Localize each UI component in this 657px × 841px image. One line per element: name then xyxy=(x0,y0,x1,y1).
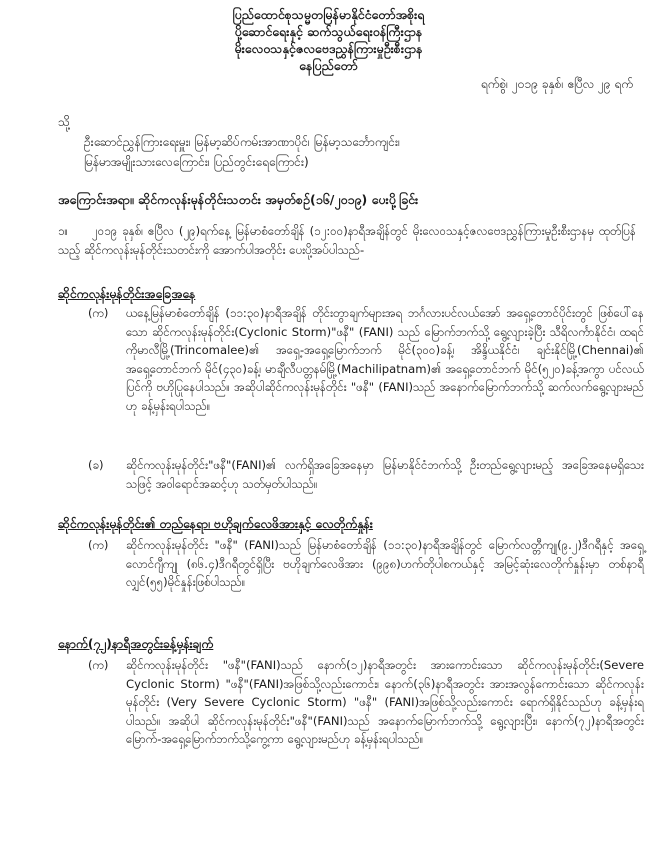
header-ministry: ပို့ဆောင်ရေးနှင့် ဆက်သွယ်ရေးဝန်ကြီးဌာန xyxy=(234,24,423,39)
header-department: မိုးလေဝသနှင့်ဇလဗေဒညွှန်ကြားမှုဦးစီးဌာန xyxy=(234,41,423,56)
header-government: ပြည်ထောင်စုသမ္မတမြန်မာနိုင်ငံတော်အစိုးရ xyxy=(232,7,425,22)
section-heading-72-hour-forecast: နောက်(၇၂)နာရီအတွင်းခန့်မှန်းချက် xyxy=(58,637,214,651)
item-marker: (က) xyxy=(88,658,109,672)
list-item xyxy=(88,304,644,415)
item-text: ဆိုင်ကလုန်းမုန်တိုင်း "ဖနီ"(FANI)သည် နောက်(၁၂)နာရီအတွင်း အားကောင်းသော ဆိုင်ကလုန်းမုန်တိုင်း(Severe Cyclonic Storm) "ဖနီ"(FANI)အဖြစ်သို့လည်းကောင်း၊ နောက်(၃၆)နာရီအတွင်း အားအလွန်ကောင်းသော ဆိုင်ကလုန်းမုန်တိုင်း (Very Severe Cyclonic Storm) "ဖနီ" (FANI)အဖြစ်သို့လည်းကောင်း ရောက်ရှိနိုင်သည်ဟု ခန့်မှန်းရပါသည်။ အဆိုပါ ဆိုင်ကလုန်းမုန်တိုင်း"ဖနီ"(FANI)သည် အနောက်မြောက်ဘက်သို့ ရွေ့လျားပြီး၊ နောက်(၇၂)နာရီအတွင်း မြောက်-အရှေ့မြောက်ဘက်သို့ကွေ့ကာ ရွေ့လျားမည်ဟု ခန့်မှန်းရပါသည်။ xyxy=(126,658,644,746)
recipient-list xyxy=(84,132,632,172)
section-heading-storm-status: ဆိုင်ကလုန်းမုန်တိုင်းအခြေအနေ xyxy=(58,287,196,301)
letterhead xyxy=(0,6,657,74)
recipient-line-1: ဦးဆောင်ညွှန်ကြားရေးမှူး၊ မြန်မာ့ဆိပ်ကမ်းအာဏာပိုင်၊ မြန်မာ့သင်္ဘောကျင်း၊ xyxy=(84,135,400,149)
paragraph-1 xyxy=(58,222,636,259)
item-text: ဆိုင်ကလုန်းမုန်တိုင်း"ဖနီ"(FANI)၏ လက်ရှိအခြေအနေမှာ မြန်မာနိုင်ငံဘက်သို့ ဦးတည်ရွေ့လျားမည့် အခြေအနေမရှိသေးသဖြင့် အဝါရောင်အဆင့်ဟု သတ်မှတ်ပါသည်။ xyxy=(126,458,644,491)
item-marker: (ခ) xyxy=(88,458,104,472)
list-item xyxy=(88,536,644,592)
item-text: ယနေ့မြန်မာစံတော်ချိန် (၁၁:၃၀)နာရီအချိန် တိုင်းတွာချက်များအရ ဘင်္ဂလားပင်လယ်အော် အရှေ့တောင်ပိုင်းတွင် ဖြစ်ပေါ်နေသော ဆိုင်ကလုန်းမုန်တိုင်း(Cyclonic Storm)"ဖနီ" (FANI) သည် မြောက်ဘက်သို့ ရွေ့လျားခဲ့ပြီး သီရိလင်္ကာနိုင်ငံ၊ ထရင်ကိုမာလီမြို့(Trincomalee)၏ အရှေ့-အရှေ့မြောက်ဘက် မိုင်(၃၀၀)ခန့်၊ အိန္ဒိယနိုင်ငံ၊ ချင်းနိုင်မြို့(Chennai)၏ အရှေ့တောင်ဘက် မိုင်(၄၃၀)ခန့်၊ မာချီလီပတ္တနမ်မြို့(Machilipatnam)၏ အရှေ့တောင်ဘက် မိုင်(၅၂၀)ခန့်အကွာ ပင်လယ်ပြင်ကို ဗဟိုပြုနေပါသည်။ အဆိုပါဆိုင်ကလုန်းမုန်တိုင်း "ဖနီ" (FANI)သည် အနောက်မြောက်ဘက်သို့ ဆက်လက်ရွေ့လျားမည်ဟု ခန့်မှန်းရပါသည်။ xyxy=(126,306,644,413)
list-item xyxy=(88,656,644,749)
item-text: ဆိုင်ကလုန်းမုန်တိုင်း "ဖနီ" (FANI)သည် မြန်မာစံတော်ချိန် (၁၁:၃၀)နာရီအချိန်တွင် မြောက်လတ္တီကျု(၉.၂)ဒီဂရီနှင့် အရှေ့လောင်ဂျီကျု (၈၆.၄)ဒီဂရီတွင်ရှိပြီး ဗဟိုချက်လေဖိအား (၉၉၈)ဟက်တိုပါစကယ်နှင့် အမြင့်ဆုံးလေတိုက်နှုန်းမှာ တစ်နာရီလျှင်(၅၅)မိုင်နှုန်းဖြစ်ပါသည်။ xyxy=(126,538,644,589)
paragraph-1-text: ၂၀၁၉ ခုနှစ်၊ ဧပြီလ (၂၉)ရက်နေ့ မြန်မာစံတော်ချိန် (၁၂:၀၀)နာရီအချိန်တွင် မိုးလေဝသနှင့်ဇလဗေဒညွှန်ကြားမှုဦးစီးဌာနမှ ထုတ်ပြန်သည့် ဆိုင်ကလုန်းမုန်တိုင်းသတင်းကို အောက်ပါအတိုင်း ပေးပို့အပ်ပါသည်- xyxy=(58,224,636,257)
paragraph-number: ၁။ xyxy=(58,224,69,238)
header-city: နေပြည်တော် xyxy=(299,58,358,73)
addressee-label: သို့ xyxy=(58,114,71,129)
list-item xyxy=(88,456,644,493)
section-heading-location-pressure-wind: ဆိုင်ကလုန်းမုန်တိုင်း၏ တည်နေရာ၊ ဗဟိုချက်လေဖိအားနှင့် လေတိုက်နှုန်း xyxy=(58,517,373,531)
subject-line: အကြောင်းအရာ။ ဆိုင်ကလုန်းမုန်တိုင်းသတင်း အမှတ်စဉ်(၁၆/၂၀၁၉) ပေးပို့ခြင်း xyxy=(58,192,419,207)
recipient-line-2: မြန်မာအမျိုးသားလေကြောင်း၊ ပြည်တွင်းရေကြောင်း) xyxy=(84,155,309,169)
item-marker: (က) xyxy=(88,306,109,320)
document-date: ရက်စွဲ၊ ၂၀၁၉ ခုနှစ်၊ ဧပြီလ ၂၉ ရက် xyxy=(480,77,633,91)
item-marker: (က) xyxy=(88,538,109,552)
